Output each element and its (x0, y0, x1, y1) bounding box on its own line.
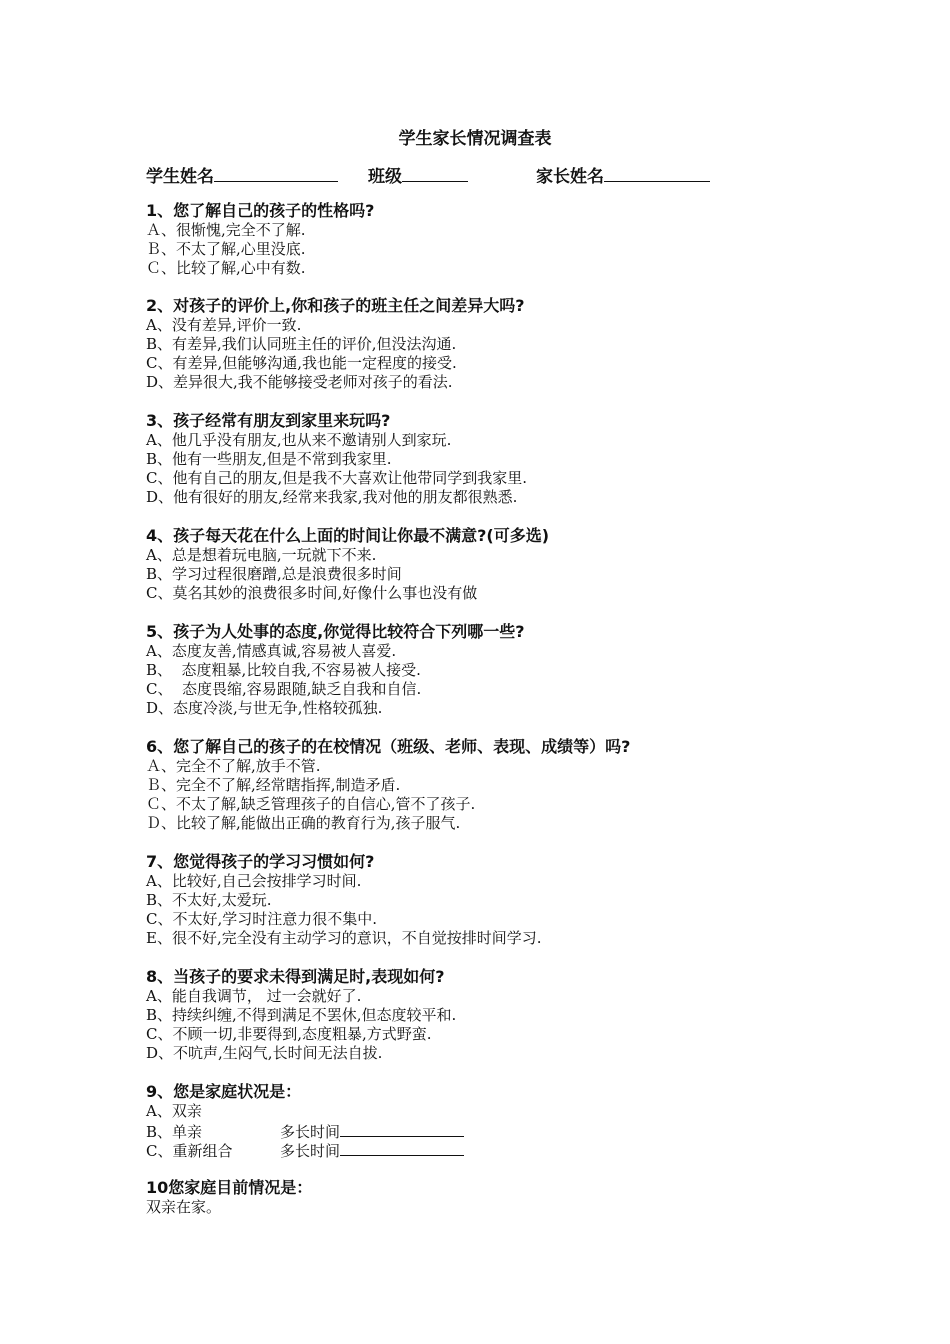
question-9 (146, 1082, 464, 1159)
option: E、很不好,完全没有主动学习的意识，不自觉按排时间学习. (146, 929, 542, 947)
option: B、 态度粗暴,比较自我,不容易被人接受. (146, 661, 421, 679)
option: C、他有自己的朋友,但是我不大喜欢让他带同学到我家里. (146, 469, 528, 487)
option: Ａ、完全不了解,放手不管. (146, 757, 321, 775)
question-6 (146, 737, 630, 833)
option (146, 1140, 464, 1159)
question-title: 8、当孩子的要求未得到满足时,表现如何? (146, 967, 445, 986)
question-title: 5、孩子为人处事的态度,你觉得比较符合下列哪一些? (146, 622, 525, 641)
option: C、 态度畏缩,容易跟随,缺乏自我和自信. (146, 680, 422, 698)
question-title: 9、您是家庭状况是： (146, 1082, 302, 1101)
option: Ｂ、完全不了解,经常瞎指挥,制造矛盾. (146, 776, 401, 794)
option: B、有差异,我们认同班主任的评价,但没法沟通. (146, 335, 457, 353)
option: C、有差异,但能够沟通,我也能一定程度的接受. (146, 354, 457, 372)
question-title: 3、孩子经常有朋友到家里来玩吗? (146, 411, 391, 430)
option: C、不太好,学习时注意力很不集中. (146, 910, 378, 928)
option: C、不顾一切,非要得到,态度粗暴,方式野蛮. (146, 1025, 432, 1043)
option: D、态度冷淡,与世无争,性格较孤独. (146, 699, 383, 717)
option: D、不吭声,生闷气,长时间无法自拔. (146, 1044, 383, 1062)
answer-text: 双亲在家。 (146, 1198, 222, 1216)
question-4 (146, 526, 549, 603)
option: D、他有很好的朋友,经常来我家,我对他的朋友都很熟悉. (146, 488, 518, 506)
option: A、总是想着玩电脑,一玩就下不来. (146, 546, 377, 564)
option (146, 1121, 464, 1140)
class-blank[interactable] (402, 165, 468, 182)
parent-name-blank[interactable] (604, 165, 710, 182)
question-title: 6、您了解自己的孩子的在校情况（班级、老师、表现、成绩等）吗? (146, 737, 631, 756)
option: A、态度友善,情感真诚,容易被人喜爱. (146, 642, 397, 660)
option: B、持续纠缠,不得到满足不罢休,但态度较平和. (146, 1006, 457, 1024)
page-title: 学生家长情况调查表 (398, 129, 552, 149)
student-name-blank[interactable] (214, 165, 338, 182)
class-label: 班级 (368, 167, 402, 187)
question-title: 7、您觉得孩子的学习习惯如何? (146, 852, 375, 871)
option: A、没有差异,评价一致. (146, 316, 302, 334)
option: A、双亲 (146, 1102, 202, 1120)
duration-label: 多长时间 (280, 1142, 341, 1160)
student-name-label: 学生姓名 (146, 167, 214, 187)
option: A、能自我调节， 过一会就好了. (146, 987, 362, 1005)
option: C、莫名其妙的浪费很多时间,好像什么事也没有做 (146, 584, 478, 602)
question-title: 10您家庭目前情况是： (146, 1178, 313, 1197)
duration-label: 多长时间 (280, 1123, 341, 1141)
question-7 (146, 852, 542, 948)
question-10 (146, 1178, 312, 1217)
question-2 (146, 296, 525, 392)
option: Ｄ、比较了解,能做出正确的教育行为,孩子服气. (146, 814, 461, 832)
option: D、差异很大,我不能够接受老师对孩子的看法. (146, 373, 453, 391)
option: Ｃ、比较了解,心中有数. (146, 259, 306, 277)
parent-name-label: 家长姓名 (536, 167, 604, 187)
option: A、比较好,自己会按排学习时间. (146, 872, 362, 890)
student-info-row (146, 162, 710, 187)
duration-blank[interactable] (340, 1140, 464, 1156)
option: B、学习过程很磨蹭,总是浪费很多时间 (146, 565, 402, 583)
question-title: 2、对孩子的评价上,你和孩子的班主任之间差异大吗? (146, 296, 525, 315)
question-title: 1、您了解自己的孩子的性格吗? (146, 201, 375, 220)
option: Ｂ、不太了解,心里没底. (146, 240, 306, 258)
question-5 (146, 622, 525, 718)
duration-blank[interactable] (340, 1121, 464, 1137)
question-3 (146, 411, 527, 507)
option: B、他有一些朋友,但是不常到我家里. (146, 450, 392, 468)
question-title: 4、孩子每天花在什么上面的时间让你最不满意?(可多选) (146, 526, 550, 545)
option-label: B、单亲 (146, 1123, 203, 1141)
question-1 (146, 201, 374, 278)
option: B、不太好,太爱玩. (146, 891, 272, 909)
option: A、他几乎没有朋友,也从来不邀请别人到家玩. (146, 431, 452, 449)
option: Ａ、很惭愧,完全不了解. (146, 221, 306, 239)
option-label: C、重新组合 (146, 1142, 233, 1160)
question-8 (146, 967, 456, 1063)
option: Ｃ、不太了解,缺乏管理孩子的自信心,管不了孩子. (146, 795, 476, 813)
